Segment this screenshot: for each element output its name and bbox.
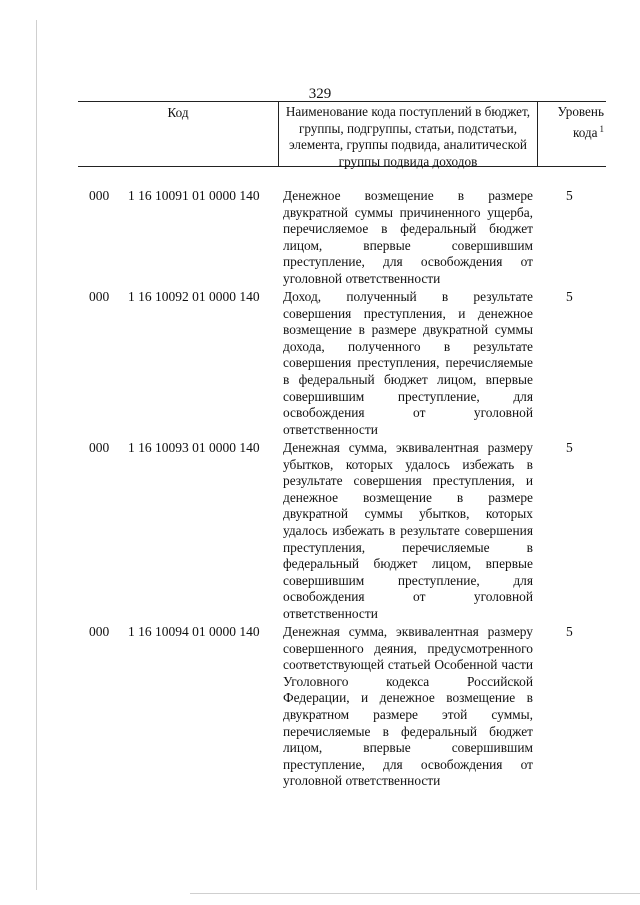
header-code-cell <box>78 102 279 166</box>
row-level: 5 <box>566 440 573 455</box>
row-prefix: 000 <box>89 624 110 639</box>
row-level: 5 <box>566 188 573 203</box>
row-code: 1 16 10091 01 0000 140 <box>128 188 260 203</box>
table-header <box>78 101 606 167</box>
row-code: 1 16 10094 01 0000 140 <box>128 624 260 639</box>
row-prefix: 000 <box>89 188 110 203</box>
header-name-label: Наименование кода поступлений в бюджет, группы, подгруппы, статьи, подстатьи, элемента, группы подвида, аналитической группы подвида доходов <box>285 104 531 169</box>
header-level-cell <box>538 102 606 166</box>
row-code: 1 16 10093 01 0000 140 <box>128 440 260 455</box>
row-description: Денежная сумма, эквивалентная размеру убытков, которых удалось избежать в результате совершения преступления, и денежное возмещение в размере двукратной суммы убытков, которых удалось избежать в результате совершения преступления, перечисляемые в федеральный бюджет лицом, впервые совершившим преступление, для освобождения от уголовной ответственности <box>283 440 533 621</box>
row-description: Доход, полученный в результате совершения преступления, и денежное возмещение в размере двукратной суммы дохода, полученного в результате совершения преступления, перечисляемые в федеральный бюджет лицом, впервые совершившим преступление, для освобождения от уголовной ответственности <box>283 289 533 437</box>
row-code: 1 16 10092 01 0000 140 <box>128 289 260 304</box>
page-number: 329 <box>308 86 332 102</box>
header-name-cell <box>279 102 538 169</box>
row-prefix: 000 <box>89 289 110 304</box>
row-level: 5 <box>566 289 573 304</box>
row-prefix: 000 <box>89 440 110 455</box>
row-level: 5 <box>566 624 573 639</box>
row-description: Денежное возмещение в размере двукратной суммы причиненного ущерба, перечисляемое в федеральный бюджет лицом, впервые совершившим преступление, для освобождения от уголовной ответственности <box>283 188 533 286</box>
header-code-label: Код <box>167 105 189 120</box>
row-description: Денежная сумма, эквивалентная размеру совершенного деяния, предусмотренного соответствующей статьей Особенной части Уголовного кодекса Российской Федерации, и денежное возмещение в двукратном размере этой суммы, перечисляемые в федеральный бюджет лицом, впервые совершившим преступление, для освобождения от уголовной ответственности <box>283 624 533 789</box>
page-left-edge <box>36 20 37 890</box>
page-bottom-edge <box>190 893 640 894</box>
header-level-label: Уровень кода <box>557 104 604 140</box>
header-level-footnote: 1 <box>599 123 604 134</box>
